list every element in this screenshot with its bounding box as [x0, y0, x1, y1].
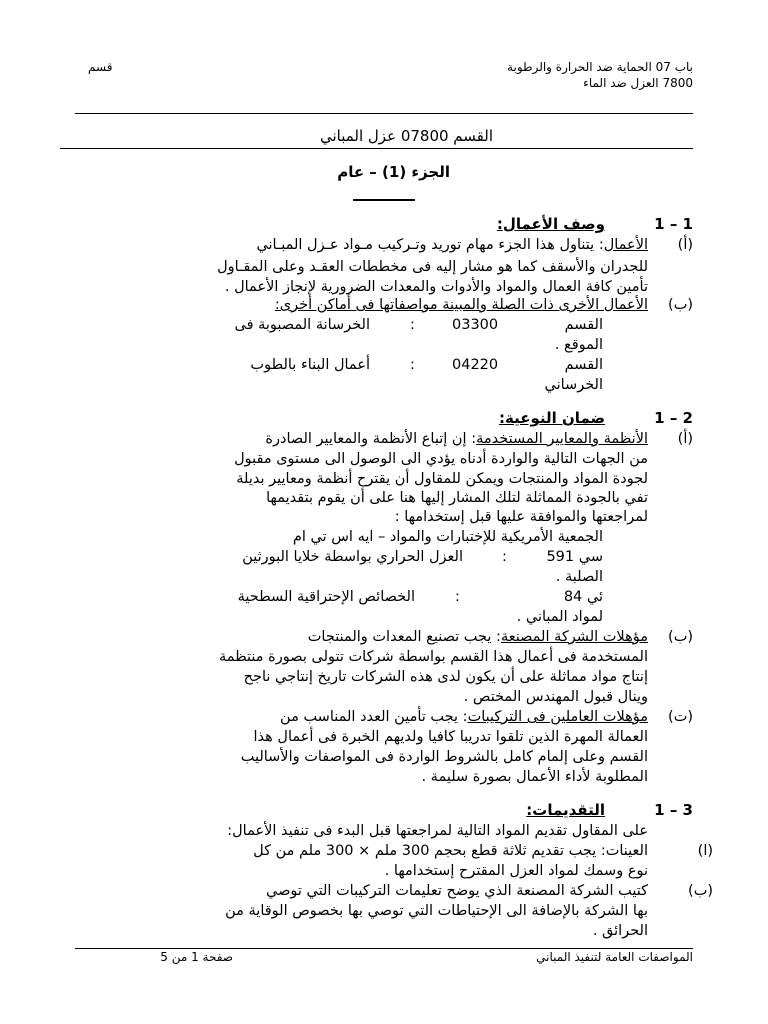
s1-r2-section: القسم [564, 357, 603, 373]
s1-r1-name: الخرسانة المصبوبة فى [234, 317, 370, 333]
footer-spec-title: المواصفات العامة لتنفيذ المباني [536, 950, 693, 964]
s2-b-line1 [308, 629, 648, 645]
s2-a-text1: : إن إتباع الأنظمة والمعايير الصادرة [265, 431, 477, 447]
s2-a-line3: لجودة المواد والمنتجات ويمكن للمقاول أن يقترح أنظمة ومعايير بديلة [236, 471, 648, 487]
s1-a-mark: (أ) [677, 237, 693, 253]
s1-r2-code: 04220 [452, 357, 499, 373]
s2-c-line4: المطلوبة لأداء الأعمال بصورة سليمة . [421, 769, 648, 785]
s1-a-label: الأعمال [603, 237, 648, 253]
s1-r2-name: أعمال البناء بالطوب [250, 357, 370, 373]
s3-a-mark: (ا) [697, 843, 713, 859]
s2-e84-code: ئي 84 [563, 589, 603, 605]
part-title: الجزء (1) – عام [337, 163, 450, 181]
s1-r1-cont: الموقع . [554, 337, 603, 353]
s1-r2-cont: الخرساني [544, 377, 603, 393]
s2-a-mark: (أ) [677, 431, 693, 447]
s2-e84-name: الخصائص الإحتراقية السطحية [237, 589, 415, 605]
section-title: القسم 07800 عزل المباني [319, 127, 493, 145]
s1-r1-code: 03300 [452, 317, 499, 333]
s2-c-line2: العمالة المهرة الذين تلقوا تدريبا كافيا ولديهم الخبرة فى أعمال هذا [253, 729, 648, 745]
s1-r1-section: القسم [564, 317, 603, 333]
s2-b-line3: إنتاج مواد مماثلة على أن يكون لدى هذه الشركات تاريخ إنتاجي ناجح [243, 669, 648, 685]
header-section-word: قسم [88, 60, 113, 74]
footer-page-info: صفحة 1 من 5 [160, 950, 233, 964]
s2-c-text1: : يجب تأمين العدد المناسب من [280, 709, 468, 725]
part-title-underline [353, 199, 415, 201]
s2-c591-colon: : [502, 549, 507, 565]
s3-heading: التقديمات: [526, 801, 605, 819]
s3-b-line1: كتيب الشركة المصنعة الذي يوضح تعليمات التركيبات التي توصي [265, 883, 648, 899]
s3-b-line2: بها الشركة بالإضافة الى الإحتياطات التي توصي بها بخصوص الوقاية من [225, 903, 648, 919]
s2-c-label: مؤهلات العاملين فى التركيبات [467, 709, 648, 725]
s1-a-line3: تأمين كافة العمال والمواد والأدوات والمعدات الضرورية لإنجاز الأعمال . [224, 279, 648, 295]
s2-b-line2: المستخدمة فى أعمال هذا القسم بواسطة شركات تتولى بصورة منتظمة [219, 649, 648, 665]
s2-b-label: مؤهلات الشركة المصنعة [500, 629, 648, 645]
s2-c-line3: القسم وعلى إلمام كامل بالشروط الواردة فى المواصفات والأساليب [240, 749, 648, 765]
header-rule [75, 113, 693, 114]
s2-c591-name: العزل الحراري بواسطة خلايا البورثين [242, 549, 463, 565]
footer-rule [75, 948, 693, 949]
s1-a-line1 [256, 237, 648, 253]
s3-intro: على المقاول تقديم المواد التالية لمراجعتها قبل البدء فى تنفيذ الأعمال: [227, 823, 648, 839]
s2-e84-cont: لمواد المباني . [516, 609, 603, 625]
s3-b-mark: (ب) [688, 883, 713, 899]
s1-heading: وصف الأعمال: [496, 215, 605, 233]
s3-b-line3: الحرائق . [592, 923, 648, 939]
s2-c591-code: سي 591 [546, 549, 603, 565]
s2-e84-colon: : [455, 589, 460, 605]
title-rule [60, 148, 693, 149]
s2-a-line1 [265, 431, 648, 447]
s2-a-line4: تفي بالجودة المماثلة لتلك المشار إليها هنا على أن يقوم بتقديمها [266, 490, 648, 506]
s1-a-line2: للجدران والأسقف كما هو مشار إليه فى مخططات العقـد وعلى المقـاول [217, 259, 648, 275]
s1-b-mark: (ب) [668, 297, 693, 313]
s2-b-text1: : يجب تصنيع المعدات والمنتجات [307, 629, 501, 645]
s2-number: 1 – 2 [654, 409, 693, 427]
s2-c-line1 [280, 709, 648, 725]
s2-a-line5: لمراجعتها والموافقة عليها قبل إستخدامها : [394, 509, 648, 525]
s2-a-line2: من الجهات التالية والواردة أدناه يؤدي الى الوصول الى مستوى مقبول [234, 451, 648, 467]
s2-b-mark: (ب) [668, 629, 693, 645]
header-subchapter: 7800 العزل ضد الماء [583, 76, 693, 90]
s2-c-mark: (ت) [668, 709, 693, 725]
s3-a-line1: العينات: يجب تقديم ثلاثة قطع بحجم 300 ملم × 300 ملم من كل [253, 843, 648, 859]
s1-number: 1 – 1 [654, 215, 693, 233]
s1-a-text1: : يتناول هذا الجزء مهام توريد وتـركيب مـواد عـزل المبـاني [256, 237, 604, 253]
s1-r2-colon: : [410, 357, 415, 373]
s2-b-line4: وينال قبول المهندس المختص . [463, 689, 648, 705]
s3-number: 1 – 3 [654, 801, 693, 819]
s1-b-text: الأعمال الأخرى ذات الصلة والمبينة مواصفاتها فى أماكن أخرى: [274, 297, 648, 313]
s2-heading: ضمان النوعية: [499, 409, 605, 427]
s2-astm-line: الجمعية الأمريكية للإختبارات والمواد – ايه اس تي ام [292, 529, 603, 545]
s3-a-line2: نوع وسمك لمواد العزل المقترح إستخدامها . [384, 863, 648, 879]
s2-a-label: الأنظمة والمعايير المستخدمة [476, 431, 648, 447]
s1-r1-colon: : [410, 317, 415, 333]
s2-c591-cont: الصلبة . [555, 569, 603, 585]
header-chapter: باب 07 الحماية ضد الحرارة والرطوبة [507, 60, 693, 74]
